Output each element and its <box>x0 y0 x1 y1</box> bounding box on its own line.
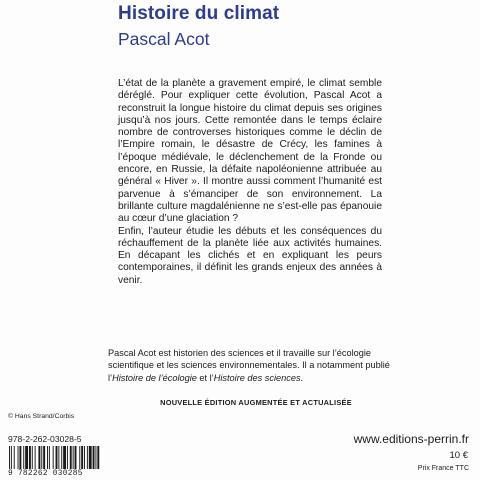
bio-text-3: . <box>300 372 304 383</box>
price-label: Prix France TTC <box>417 465 469 472</box>
bio-book-title-2: Histoire des sciences <box>213 372 301 383</box>
price: 10 € <box>449 450 468 461</box>
publisher-website[interactable]: www.editions-perrin.fr <box>353 432 469 446</box>
book-title: Histoire du climat <box>118 3 280 24</box>
bio-text-1: Pascal Acot est historien des sciences et il travaille sur l’écologie scientifique et les sciences environnementales. Il a notamment publié l’ <box>108 348 390 383</box>
blurb-paragraph-1: L’état de la planète a gravement empiré, le climat semble déréglé. Pour expliquer cette évolution, Pascal Acot a reconstruit la longue histoire du climat depuis ses origines jusqu’à nos jours. Cette remontée dans le temps éclaire nombre de controverses historiques comme le déclin de l’Empire romain, le désastre de Crécy, les famines à l’époque médiévale, le déclenchement de la Fronde ou encore, en Russie, la défaite napoléonienne attribuée au général « Hiver ». Il montre aussi comment l’humanité est parvenue à s’émanciper de son environnement. La brillante culture magdalénienne ne s’est-elle pas épanouie au cœur d’une glaciation ? <box>118 78 382 225</box>
barcode-digits: 9 782262 030285 <box>8 469 120 480</box>
blurb-paragraph-2: Enfin, l’auteur étudie les débuts et les conséquences du réchauffement de la planète liée aux activités humaines. En décapant les clichés et en expliquant les peurs contemporaines, il définit les grands enjeux des années à venir. <box>118 225 382 286</box>
photo-credit: © Hans Strand/Corbis <box>8 413 75 420</box>
isbn-number: 978-2-262-03028-5 <box>8 434 82 444</box>
author-bio <box>108 347 408 384</box>
bio-text-2: et l’ <box>196 372 214 383</box>
edition-note-text: NOUVELLE ÉDITION AUGMENTÉE ET ACTUALISÉE <box>160 398 352 407</box>
author-name: Pascal Acot <box>118 29 210 49</box>
bio-book-title-1: Histoire de l’écologie <box>112 372 197 383</box>
edition-note <box>0 398 480 407</box>
back-cover-blurb <box>118 78 382 287</box>
